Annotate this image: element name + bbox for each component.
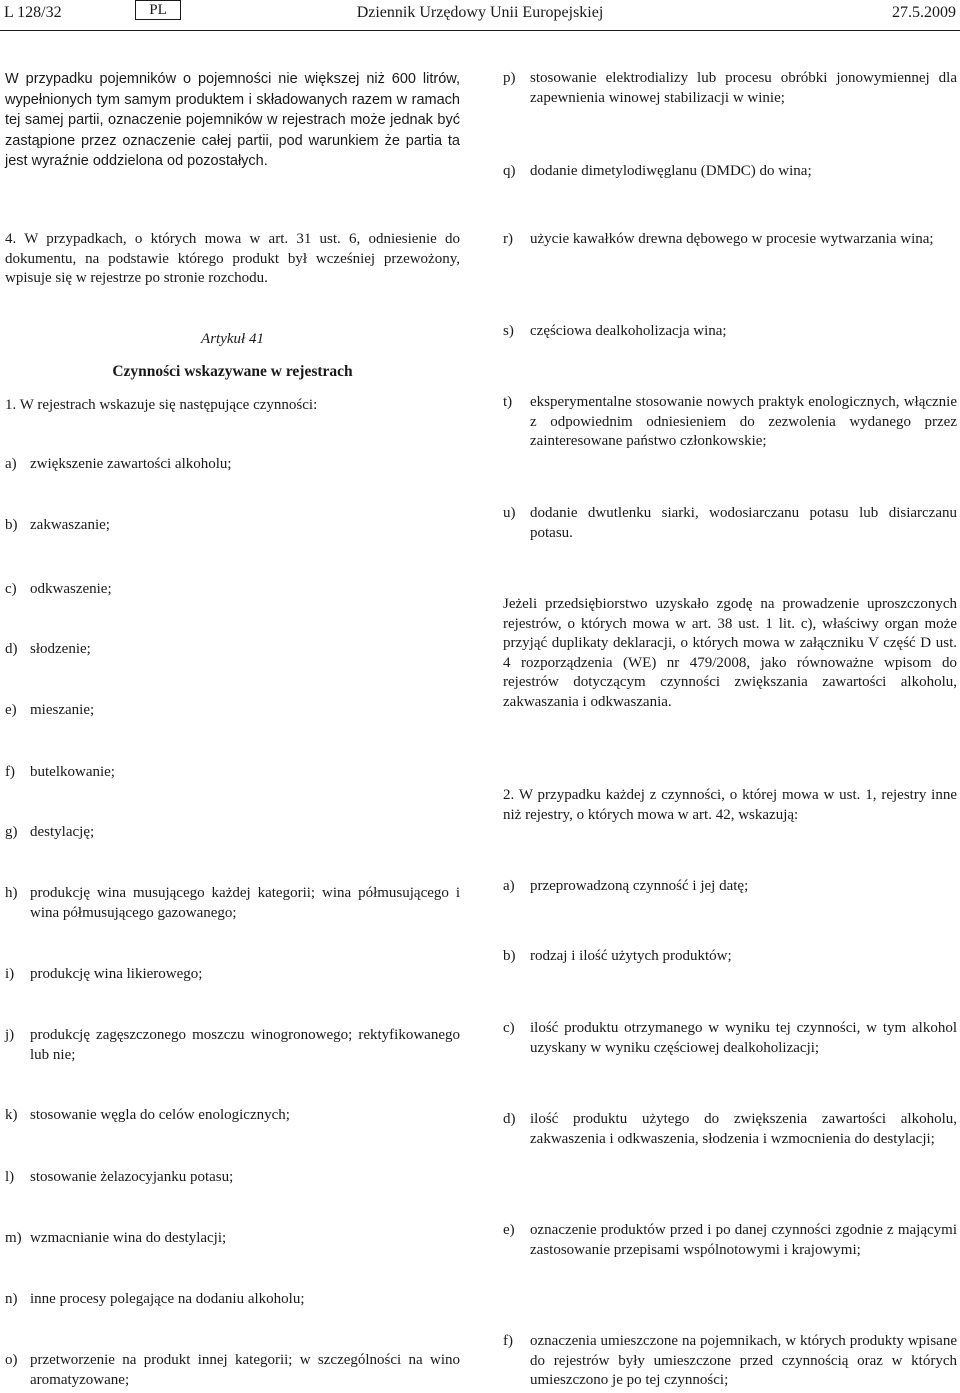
list-item-l	[5, 1168, 460, 1188]
list-item-c-2	[503, 1019, 957, 1058]
list-item-label: q)	[503, 163, 516, 179]
list-item-s	[503, 322, 957, 342]
intro-paragraph: W przypadku pojemników o pojemności nie większej niż 600 litrów, wypełnionych tym samym produktem i składowanych razem w ramach tej samej partii, oznaczenie pojemników w rejestrach może jednak być zastąpione przez oznaczenie całej partii, pod warunkiem że partia ta jest wyraźnie oddzielona od pozostałych.	[5, 71, 460, 169]
list-item-text: produkcję wina likierowego;	[30, 966, 203, 982]
list-item-c	[5, 580, 460, 600]
list-item-text: produkcję wina musującego każdej kategorii; wina półmusującego i wina półmusującego gazowanego;	[30, 885, 460, 921]
list-item-text: butelkowanie;	[30, 764, 115, 780]
simplified-registers-paragraph: Jeżeli przedsiębiorstwo uzyskało zgodę na prowadzenie uproszczonych rejestrów, o których mowa w art. 38 ust. 1 lit. c), właściwy organ może przyjąć duplikaty deklaracji, o których mowa w załączniku V część D ust. 4 rozporządzenia (WE) nr 479/2008, jako równoważne wpisom do rejestrów dotyczącym czynności zwiększania zawartości alkoholu, zakwaszania i odkwaszania.	[503, 596, 957, 710]
list-item-text: ilość produktu użytego do zwiększenia zawartości alkoholu, zakwaszenia i odkwaszenia, słodzenia i wzmocnienia do destylacji;	[530, 1111, 957, 1147]
list-item-label: f)	[5, 764, 15, 780]
list-item-label: r)	[503, 231, 513, 247]
list-item-label: p)	[503, 70, 516, 86]
list-item-text: oznaczenia umieszczone na pojemnikach, w których produkty wpisane do rejestrów były umieszczone przed czynnością oraz w których umieszczono je po tej czynności;	[530, 1333, 957, 1388]
list-item-text: przeprowadzoną czynność i jej datę;	[530, 878, 749, 894]
list-item-label: b)	[5, 517, 18, 533]
list-item-text: eksperymentalne stosowanie nowych praktyk enologicznych, włącznie z odpowiednim odniesieniem do zezwolenia wydanego przez zainteresowane państwo członkowskie;	[530, 394, 957, 449]
list-item-text: stosowanie węgla do celów enologicznych;	[30, 1107, 290, 1123]
list-item-label: d)	[503, 1111, 516, 1127]
point-4-paragraph: 4. W przypadkach, o których mowa w art. 31 ust. 6, odniesienie do dokumentu, na podstawie którego produkt był wcześniej przewożony, wpisuje się w rejestrze po stronie rozchodu.	[5, 231, 460, 286]
list-item-text: przetworzenie na produkt innej kategorii; w szczególności na wino aromatyzowane;	[30, 1352, 460, 1388]
list-item-text: inne procesy polegające na dodaniu alkoholu;	[30, 1291, 305, 1307]
list-item-label: f)	[503, 1333, 513, 1349]
point-1-paragraph: 1. W rejestrach wskazuje się następujące czynności:	[5, 397, 318, 413]
list-item-label: b)	[503, 948, 516, 964]
list-item-a	[5, 455, 460, 475]
list-item-o	[5, 1351, 460, 1390]
list-item-label: s)	[503, 323, 514, 339]
list-item-label: a)	[503, 878, 515, 894]
list-item-p	[503, 69, 957, 108]
list-item-text: produkcję zagęszczonego moszczu winogronowego; rektyfikowanego lub nie;	[30, 1027, 460, 1063]
list-item-label: t)	[503, 394, 513, 410]
list-item-e-2	[503, 1221, 957, 1260]
list-item-label: j)	[5, 1027, 15, 1043]
list-item-label: m)	[5, 1230, 22, 1246]
list-item-text: stosowanie elektrodializy lub procesu obróbki jonowymiennej dla zapewnienia winowej stabilizacji w winie;	[530, 70, 957, 106]
list-item-d-2	[503, 1110, 957, 1149]
list-item-e	[5, 701, 460, 721]
list-item-text: częściowa dealkoholizacja wina;	[530, 323, 727, 339]
language-badge: PL	[135, 0, 181, 20]
header-rule	[0, 30, 960, 31]
page-reference: L 128/32	[4, 4, 62, 21]
list-item-text: użycie kawałków drewna dębowego w procesie wytwarzania wina;	[530, 231, 934, 247]
list-item-g	[5, 823, 460, 843]
list-item-a-2	[503, 877, 957, 897]
list-item-text: zwiększenie zawartości alkoholu;	[30, 456, 232, 472]
list-item-text: wzmacnianie wina do destylacji;	[30, 1230, 227, 1246]
article-title: Czynności wskazywane w rejestrach	[112, 363, 353, 380]
list-item-t	[503, 393, 957, 452]
list-item-k	[5, 1106, 460, 1126]
list-item-label: e)	[503, 1222, 515, 1238]
list-item-label: g)	[5, 824, 18, 840]
list-item-label: a)	[5, 456, 17, 472]
list-item-q	[503, 162, 957, 182]
list-item-text: stosowanie żelazocyjanku potasu;	[30, 1169, 234, 1185]
list-item-u	[503, 504, 957, 543]
list-item-text: destylację;	[30, 824, 95, 840]
list-item-label: e)	[5, 702, 17, 718]
list-item-text: zakwaszanie;	[30, 517, 110, 533]
list-item-n	[5, 1290, 460, 1310]
list-item-text: dodanie dwutlenku siarki, wodosiarczanu potasu lub disiarczanu potasu.	[530, 505, 957, 541]
journal-title: Dziennik Urzędowy Unii Europejskiej	[356, 4, 604, 21]
list-item-r	[503, 230, 957, 250]
list-item-i	[5, 965, 460, 985]
list-item-text: mieszanie;	[30, 702, 95, 718]
list-item-text: ilość produktu otrzymanego w wyniku tej czynności, w tym alkohol uzyskany w wyniku częściowej dealkoholizacji;	[530, 1020, 957, 1056]
list-item-h	[5, 884, 460, 923]
article-number: Artykuł 41	[201, 331, 264, 347]
list-item-label: n)	[5, 1291, 18, 1307]
list-item-f	[5, 763, 460, 783]
list-item-label: l)	[5, 1169, 15, 1185]
list-item-text: odkwaszenie;	[30, 581, 112, 597]
publication-date: 27.5.2009	[892, 4, 956, 21]
list-item-b	[5, 516, 460, 536]
point-2-paragraph: 2. W przypadku każdej z czynności, o której mowa w ust. 1, rejestry inne niż rejestry, o których mowa w art. 42, wskazują:	[503, 787, 957, 823]
list-item-label: c)	[5, 581, 17, 597]
list-item-f-2	[503, 1332, 957, 1391]
list-item-d	[5, 640, 460, 660]
list-item-j	[5, 1026, 460, 1065]
list-item-label: c)	[503, 1020, 515, 1036]
list-item-label: u)	[503, 505, 516, 521]
list-item-text: dodanie dimetylodiwęglanu (DMDC) do wina;	[530, 163, 812, 179]
list-item-label: k)	[5, 1107, 18, 1123]
list-item-b-2	[503, 947, 957, 967]
list-item-label: d)	[5, 641, 18, 657]
list-item-m	[5, 1229, 460, 1249]
list-item-text: oznaczenie produktów przed i po danej czynności zgodnie z mającymi zastosowanie przepisami wspólnotowymi i krajowymi;	[530, 1222, 957, 1258]
list-item-label: o)	[5, 1352, 18, 1368]
list-item-label: i)	[5, 966, 15, 982]
list-item-label: h)	[5, 885, 18, 901]
list-item-text: słodzenie;	[30, 641, 91, 657]
list-item-text: rodzaj i ilość użytych produktów;	[530, 948, 732, 964]
